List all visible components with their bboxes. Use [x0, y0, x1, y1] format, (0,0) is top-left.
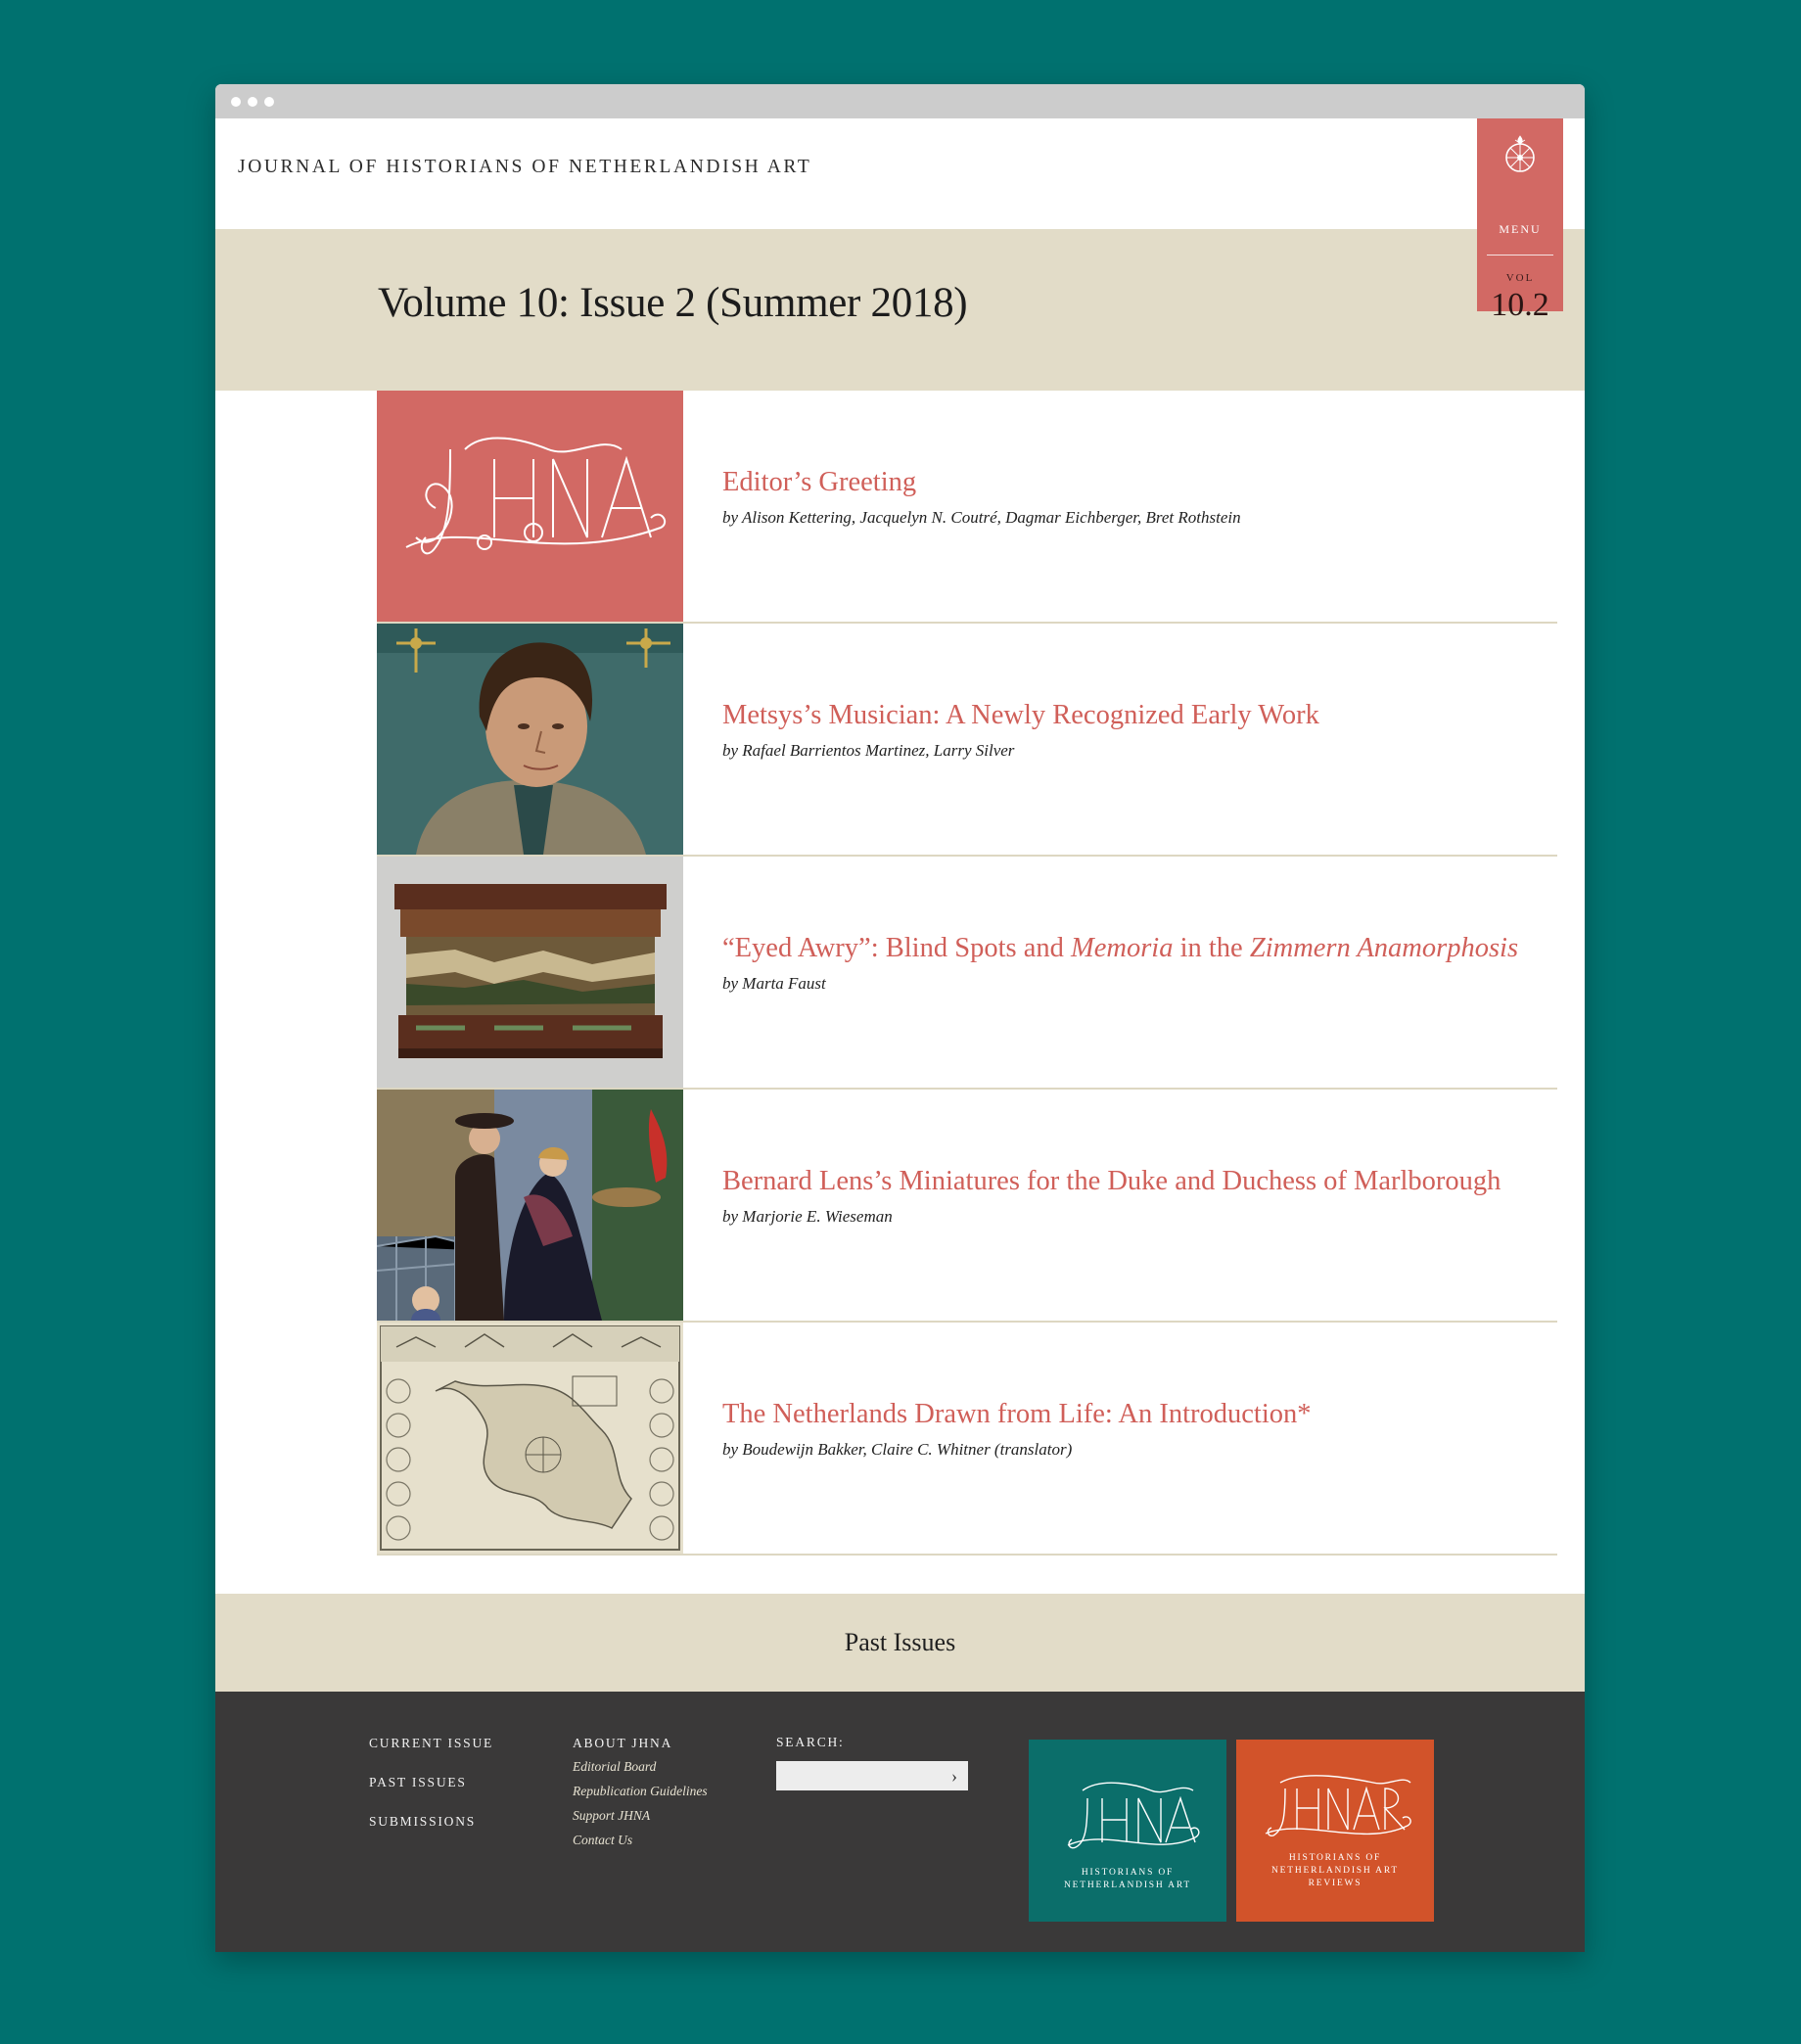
portrait-thumbnail[interactable]: [377, 624, 683, 855]
jhnar-monogram-icon: [1236, 1759, 1434, 1857]
menu-label: MENU: [1499, 222, 1542, 236]
article-title[interactable]: [722, 933, 1518, 964]
footer-link-current-issue[interactable]: CURRENT ISSUE: [369, 1736, 494, 1750]
article-title[interactable]: The Netherlands Drawn from Life: An Introduction*: [722, 1399, 1312, 1429]
article-authors: by Alison Kettering, Jacquelyn N. Coutré, Dagmar Eichberger, Bret Rothstein: [722, 508, 1241, 527]
past-issues-link[interactable]: Past Issues: [215, 1594, 1585, 1692]
article-authors: by Marjorie E. Wieseman: [722, 1207, 893, 1226]
volume-label: VOL: [1505, 272, 1535, 284]
article-authors: by Rafael Barrientos Martinez, Larry Silver: [722, 741, 1015, 760]
footer-link-submissions[interactable]: SUBMISSIONS: [369, 1814, 477, 1829]
title-part: in the: [1173, 933, 1250, 963]
footer-link-republication[interactable]: Republication Guidelines: [573, 1784, 708, 1798]
issue-title: Volume 10: Issue 2 (Summer 2018): [378, 280, 968, 326]
article-authors: by Marta Faust: [722, 974, 826, 993]
article-row[interactable]: [377, 624, 1557, 857]
article-title[interactable]: Metsys’s Musician: A Newly Recognized Early Work: [722, 700, 1319, 730]
article-row[interactable]: [377, 1323, 1557, 1556]
compass-rose-icon: [1500, 134, 1541, 175]
search-label: SEARCH:: [776, 1735, 845, 1749]
menu-volume-badge[interactable]: [1477, 118, 1563, 323]
article-list: [215, 391, 1585, 1594]
portrait-painting-image: [377, 624, 683, 855]
article-row[interactable]: [377, 391, 1557, 624]
logo-caption: HISTORIANS OF NETHERLANDISH ART: [1063, 1868, 1192, 1890]
site-header: [215, 118, 1585, 229]
site-title[interactable]: JOURNAL OF HISTORIANS OF NETHERLANDISH ART: [238, 157, 812, 177]
volume-number: 10.2: [1491, 287, 1549, 323]
jhna-monogram-icon: [377, 391, 683, 622]
map-thumbnail[interactable]: [377, 1323, 683, 1554]
article-row[interactable]: [377, 1090, 1557, 1323]
article-row[interactable]: [377, 857, 1557, 1090]
window-dot-icon[interactable]: [248, 97, 257, 107]
article-title[interactable]: Editor’s Greeting: [722, 467, 917, 497]
couple-painting-image: [377, 1090, 683, 1321]
cabinet-image: [377, 857, 683, 1088]
map-engraving-image: [377, 1323, 683, 1554]
footer-link-about[interactable]: ABOUT JHNA: [573, 1736, 673, 1750]
title-part: “Eyed Awry”: Blind Spots and: [722, 933, 1071, 963]
site-footer: [215, 1692, 1585, 1952]
window-dot-icon[interactable]: [264, 97, 274, 107]
search-submit-chevron-icon[interactable]: ›: [951, 1766, 957, 1786]
article-authors: by Boudewijn Bakker, Claire C. Whitner (translator): [722, 1440, 1073, 1459]
article-title[interactable]: Bernard Lens’s Miniatures for the Duke and Duchess of Marlborough: [722, 1166, 1501, 1196]
search-input[interactable]: [776, 1761, 968, 1790]
footer-link-past-issues[interactable]: PAST ISSUES: [369, 1775, 467, 1789]
title-part-italic: Memoria: [1070, 933, 1174, 963]
browser-chrome: [215, 84, 1585, 118]
browser-window: [215, 84, 1585, 1952]
footer-link-support[interactable]: Support JHNA: [573, 1808, 651, 1823]
title-part-italic: Zimmern Anamorphosis: [1249, 933, 1519, 963]
issue-hero: [215, 229, 1585, 391]
window-dot-icon[interactable]: [231, 97, 241, 107]
logo-caption: HISTORIANS OF NETHERLANDISH ART REVIEWS: [1270, 1853, 1400, 1888]
jhna-logo-card[interactable]: [1029, 1740, 1226, 1922]
jhnar-logo-card[interactable]: [1236, 1740, 1434, 1922]
footer-link-editorial-board[interactable]: Editorial Board: [573, 1759, 657, 1774]
couple-painting-thumbnail[interactable]: [377, 1090, 683, 1321]
badge-divider: [1487, 255, 1553, 256]
footer-link-contact[interactable]: Contact Us: [573, 1833, 633, 1847]
jhna-logo-thumbnail[interactable]: [377, 391, 683, 622]
jhna-monogram-icon: [1029, 1759, 1226, 1867]
cabinet-thumbnail[interactable]: [377, 857, 683, 1088]
